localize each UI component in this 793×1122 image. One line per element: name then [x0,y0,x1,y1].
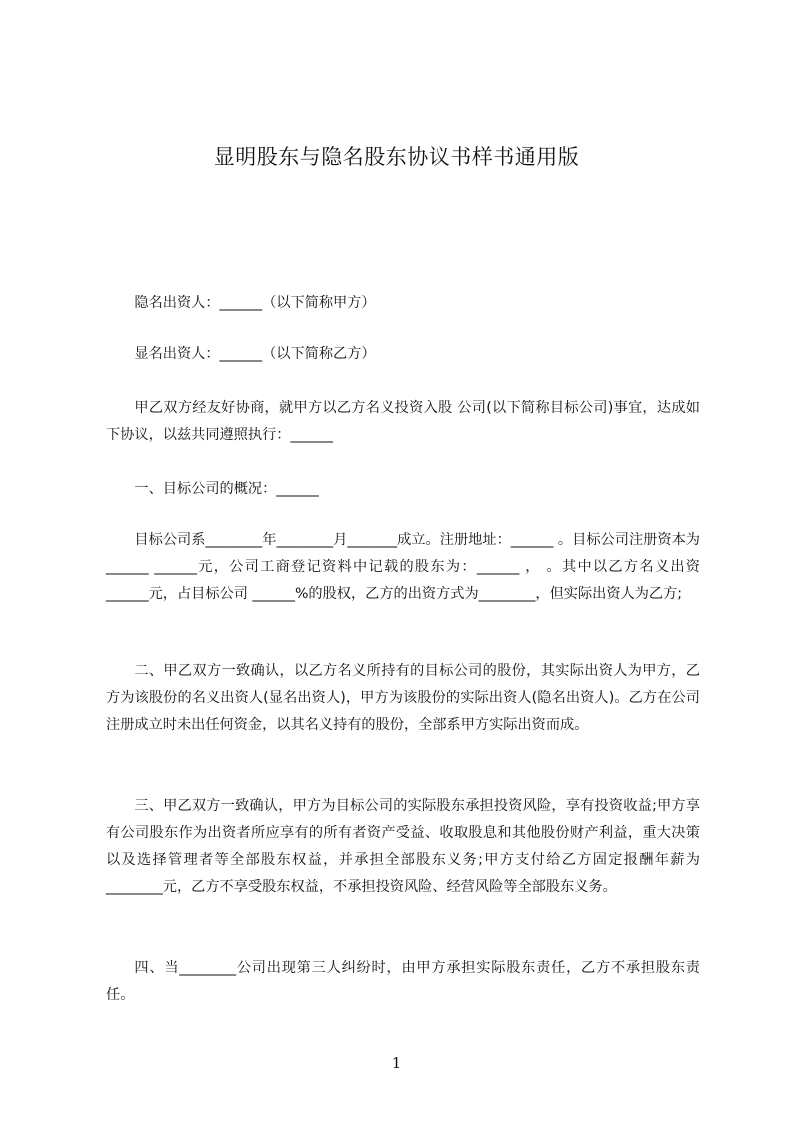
page-number: 1 [391,1054,402,1072]
paragraph-section-1-body: 目标公司系________年________月_______成立。注册地址：______ 。目标公司注册资本为______ ______元，公司工商登记资料中记载的股东为：______ ， 。其中以乙方名义出资 ______元，占目标公司 ______%的股权，乙方的出资方式为________，但实际出资人为乙方; [106,532,700,602]
paragraph-section-4: 四、当________公司出现第三人纠纷时，由甲方承担实际股东责任，乙方不承担股东责任。 [106,960,700,1003]
document-title: 显明股东与隐名股东协议书样书通用版 [213,145,580,169]
paragraph-section-1-heading: 一、目标公司的概况：______ [134,481,319,497]
paragraph-named-investor: 显名出资人：______（以下简称乙方） [134,346,376,362]
paragraph-preamble: 甲乙双方经友好协商，就甲方以乙方名义投资入股 公司(以下简称目标公司)事宜，达成如下协议，以兹共同遵照执行：______ [106,400,700,443]
paragraph-section-2: 二、甲乙双方一致确认，以乙方名义所持有的目标公司的股份，其实际出资人为甲方，乙方为该股份的名义出资人(显名出资人)，甲方为该股份的实际出资人(隐名出资人)。乙方在公司注册成立时未出任何资金，以其名义持有的股份，全部系甲方实际出资而成。 [106,663,700,733]
paragraph-section-3: 三、甲乙双方一致确认，甲方为目标公司的实际股东承担投资风险，享有投资收益;甲方享有公司股东作为出资者所应享有的所有者资产受益、收取股息和其他股份财产利益，重大决策以及选择管理者等全部股东权益，并承担全部股东义务;甲方支付给乙方固定报酬年薪为________元，乙方不享受股东权益，不承担投资风险、经营风险等全部股东义务。 [106,798,700,895]
paragraph-hidden-investor: 隐名出资人：______（以下简称甲方） [134,295,376,311]
